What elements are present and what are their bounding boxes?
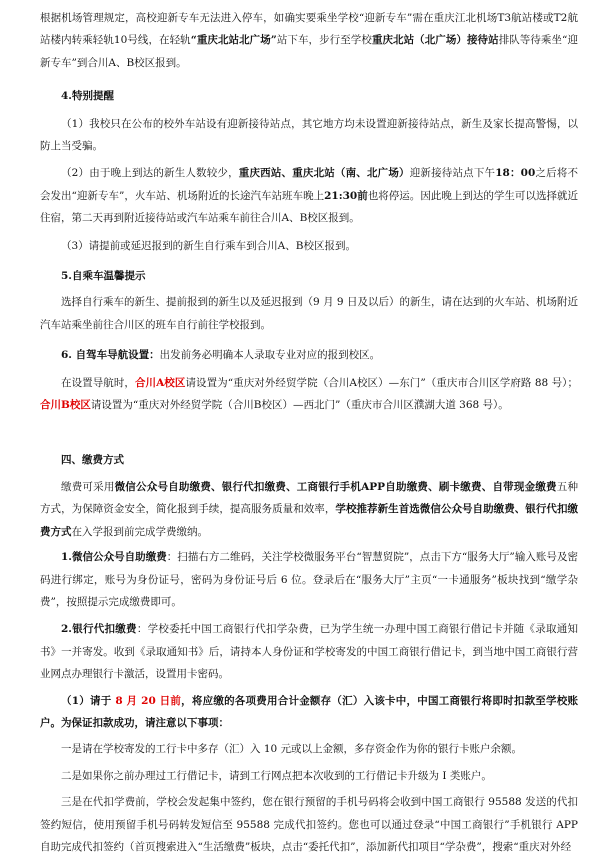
text: ：学校委托中国工商银行代扣学杂费，已为学生统一办理中国工商银行借记卡并随《录取通知书》一并寄发。收到《录取通知书》后，请持本人身份证和学校寄发的中国工商银行借记卡，到当地中国工商银行营业网点办理银行卡激活，设置用卡密码。 — [40, 623, 578, 681]
text: ：扫描右方二维码，关注学校微服务平台“智慧贸院”，点击下方“服务大厅”输入账号及密码进行绑定，账号为身份证号，密码为身份证号后 6 位。登录后在“服务大厅”主页“一卡通服务”板块找到“缴学杂费”，按照提示完成缴费即可。 — [40, 551, 578, 608]
paragraph-note-1: 一是请在学校寄发的工行卡中多存（汇）入 10 元或以上金额，多存资金作为你的银行卡账户余额。 — [61, 743, 523, 756]
text: 根据机场管理规定，高校迎新专车无法进入停车，如确实要乘坐学校“迎新专车”需在重庆江北机场T3航站楼或T2航站楼内转乘轻轨10号线，在轻轨 — [40, 12, 578, 47]
text: 排队等待乘坐“迎新专车”到合川A、B校区报到。 — [40, 34, 578, 69]
text: 请设置为“重庆对外经贸学院（合川A校区）—东门”（重庆市合川区学府路 88 号）； — [185, 376, 578, 389]
text: （2）由于晚上到达的新生人数较少， — [61, 167, 239, 180]
paragraph-navigation — [0, 372, 598, 417]
paragraph-note-3: 三是在代扣学费前，学校会发起集中签约，您在银行预留的手机号码将会收到中国工商银行 95588 发送的代扣签约短信，使用预留手机号码转发短信至 95588 完成代扣签约。您也可以通过登录“中国工商银行”手机银行 APP 自助完成代扣签约（首页搜索进入“生活缴费”板块，点击“委托代扣”，添加新代扣项目“学杂费”，搜索“重庆对外经 — [40, 796, 578, 853]
station-name: “重庆北站北广场” — [190, 34, 277, 47]
cutoff-time: 18：00 — [495, 167, 536, 180]
paragraph-reminder-2 — [0, 162, 598, 229]
text: 在设置导航时， — [61, 376, 135, 389]
text: 站下车，步行至学校 — [276, 34, 372, 47]
text: 出发前务必明确本人录取专业对应的报到校区。 — [159, 349, 381, 362]
heading-bank-deduction: 2.银行代扣缴费 — [61, 623, 137, 636]
paragraph-wechat-payment — [0, 546, 598, 613]
paragraph-note-2: 二是如果你之前办理过工行借记卡，请到工行网点把本次收到的工行借记卡升级为 I 类账户。 — [61, 769, 492, 782]
text: 也将停运。因此晚上到达的学生可以选择就近住宿，第二天再到附近接待站或汽车站乘车前往合川A、B校区报到。 — [40, 189, 578, 225]
paragraph-self-travel: 选择自行乘车的新生、提前报到的新生以及延迟报到（9 月 9 日及以后）的新生，请在达到的火车站、机场附近汽车站乘坐前往合川区的班车自行前往学校报到。 — [40, 296, 578, 331]
campus-a-label: 合川A校区 — [134, 376, 186, 389]
paragraph-deadline — [0, 690, 598, 735]
reception-station: 重庆北站（北广场）接待站 — [371, 34, 499, 47]
text: 五种方式，为保障资金安全，简化报到手续，提高服务质量和效率， — [40, 480, 578, 516]
paragraph-payment-intro — [0, 476, 598, 543]
text: ，将应缴的各项费用合计金额存（汇）入该卡中，中国工商银行将即时扣款至学校账户。为保证扣款成功，请注意以下事项： — [40, 694, 578, 729]
campus-b-label: 合川B校区 — [40, 399, 91, 412]
heading-special-reminder: 4.特别提醒 — [61, 90, 114, 103]
paragraph-reminder-1: （1）我校只在公布的校外车站设有迎新接待站点，其它地方均未设置迎新接待站点，新生及家长提高警惕，以防上当受骗。 — [40, 117, 578, 153]
text: 之后将不会发出“迎新专车”，火车站、机场附近的长途汽车站班车晚上 — [40, 167, 579, 202]
paragraph-self-drive-heading — [0, 344, 598, 366]
heading-payment-methods: 四、缴费方式 — [61, 453, 124, 466]
heading-self-travel-tips: 5.自乘车温馨提示 — [61, 270, 146, 283]
paragraph-bank-deduction — [0, 618, 598, 685]
bus-cutoff-time: 21:30前 — [324, 189, 368, 202]
heading-wechat-payment: 1.微信公众号自助缴费 — [61, 551, 167, 564]
paragraph-airport-transfer — [0, 7, 598, 74]
deadline-date: 8 月 20 日前 — [115, 694, 182, 707]
station-names: 重庆西站、重庆北站（南、北广场） — [238, 167, 410, 180]
text: 请设置为“重庆对外经贸学院（合川B校区）—西北门”（重庆市合川区濮湖大道 368 号）。 — [90, 399, 509, 412]
payment-methods-list: 微信公众号自助缴费、银行代扣缴费、工商银行手机APP自助缴费、刷卡缴费、自带现金缴费 — [114, 480, 557, 493]
text: （1）请于 — [61, 694, 116, 707]
text: 缴费可采用 — [61, 480, 115, 493]
heading-self-drive: 6. 自驾车导航设置： — [61, 349, 160, 362]
paragraph-reminder-3: （3）请提前或延迟报到的新生自行乘车到合川A、B校区报到。 — [61, 239, 356, 252]
text: 在入学报到前完成学费缴纳。 — [71, 525, 208, 538]
text: 迎新接待站点下午 — [409, 167, 496, 180]
recommended-methods: 学校推荐新生首选微信公众号自助缴费、银行代扣缴费方式 — [40, 503, 579, 538]
